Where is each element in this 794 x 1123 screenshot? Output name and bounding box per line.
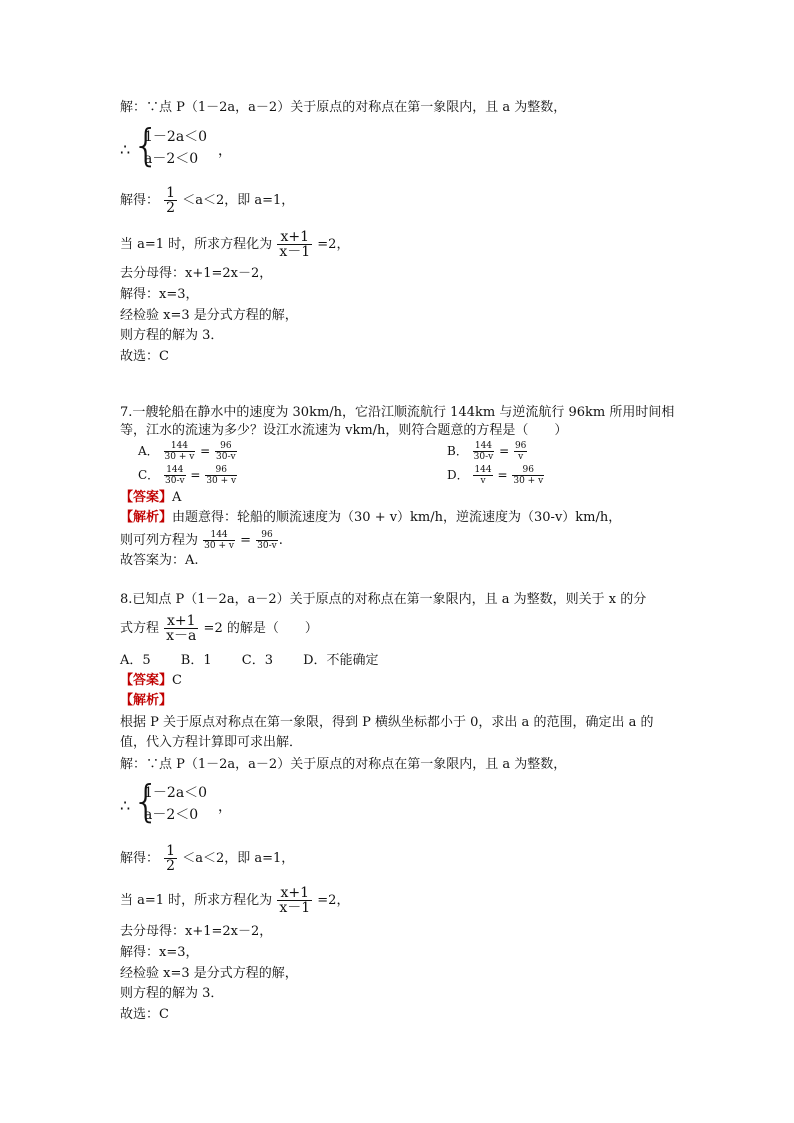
step-line: 则方程的解为 3． bbox=[120, 986, 224, 1001]
equation-line: 则可列方程为 $\frac{144}{30 + v}$ = $\frac{96}{30-v}$ . bbox=[120, 530, 283, 551]
comma: ， bbox=[218, 799, 232, 815]
analysis-tag: 【解析】 bbox=[120, 693, 173, 708]
analysis-tag: 【解析】 bbox=[120, 510, 173, 525]
solution-intro: 解：∵点 P（1－2a，a－2）关于原点的对称点在第一象限内，且 a 为整数， bbox=[120, 100, 567, 115]
answer-tag: 【答案】 bbox=[120, 673, 173, 688]
question-7-line-2: 等，江水的流速为多少？设江水流速为 vkm/h，则符合题意的方程是（ ） bbox=[120, 423, 568, 438]
inequality-1: 1－2a＜0 bbox=[144, 785, 208, 801]
answer-line bbox=[120, 673, 182, 689]
equation-fraction: $\frac{x+1}{x-1}$ bbox=[279, 885, 311, 916]
question-8-line-2: 式方程 $\frac{x+1}{x-a}$ =2 的解是（ ） bbox=[120, 613, 318, 644]
inequality-2: a－2＜0 bbox=[144, 807, 199, 823]
left-brace: { bbox=[132, 776, 160, 827]
option-c: C． $\frac{144}{30-v}$ = $\frac{96}{30 + v}$ bbox=[138, 465, 237, 486]
comma: ， bbox=[218, 143, 232, 159]
fraction-half: $\frac{1}{2}$ bbox=[166, 185, 176, 216]
answer-tag: 【答案】 bbox=[120, 490, 173, 505]
option-d: D． $\frac{144}{v}$ = $\frac{96}{30 + v}$ bbox=[447, 465, 544, 486]
therefore-symbol: ∴ bbox=[120, 796, 131, 815]
step-line: 去分母得：x+1=2x－2， bbox=[120, 266, 273, 281]
conclusion-line: 故答案为：A. bbox=[120, 553, 199, 568]
step-line: 故选：C bbox=[120, 349, 169, 364]
option-b: B． $\frac{144}{30-v}$ = $\frac{96}{v}$ bbox=[447, 441, 527, 462]
inequality-system bbox=[120, 776, 240, 828]
inequality-2: a－2＜0 bbox=[144, 151, 199, 167]
step-line: 解得：x=3， bbox=[120, 945, 199, 960]
step-line: 故选：C bbox=[120, 1007, 169, 1022]
answer-value: A bbox=[172, 490, 182, 505]
solve-range: 解得： $\frac{1}{2}$ ＜a＜2，即 a=1， bbox=[120, 843, 295, 874]
question-8-options: A．5 B．1 C．3 D．不能确定 bbox=[120, 653, 379, 668]
solve-range: 解得： $\frac{1}{2}$ ＜a＜2，即 a=1， bbox=[120, 185, 295, 216]
inequality-system bbox=[120, 120, 240, 172]
question-7-line-1: 7.一艘轮船在静水中的速度为 30km/h，它沿江顺流航行 144km 与逆流航行 96km 所用时间相 bbox=[120, 405, 675, 420]
analysis-text-2: 值，代入方程计算即可求出解． bbox=[120, 735, 303, 750]
solution-intro: 解：∵点 P（1－2a，a－2）关于原点的对称点在第一象限内，且 a 为整数， bbox=[120, 757, 567, 772]
inequality-1: 1－2a＜0 bbox=[144, 129, 208, 145]
fraction-half: $\frac{1}{2}$ bbox=[166, 843, 176, 874]
substitute-line: 当 a=1 时，所求方程化为 $\frac{x+1}{x-1}$ =2， bbox=[120, 229, 350, 260]
therefore-symbol: ∴ bbox=[120, 140, 131, 159]
substitute-line: 当 a=1 时，所求方程化为 $\frac{x+1}{x-1}$ =2， bbox=[120, 885, 350, 916]
step-line: 去分母得：x+1=2x－2， bbox=[120, 924, 273, 939]
step-line: 则方程的解为 3． bbox=[120, 328, 224, 343]
question-8-line-1: 8.已知点 P（1－2a，a－2）关于原点的对称点在第一象限内，且 a 为整数，则关于 x 的分 bbox=[120, 592, 647, 607]
step-line: 经检验 x=3 是分式方程的解， bbox=[120, 966, 298, 981]
analysis-text-1: 根据 P 关于原点对称点在第一象限，得到 P 横纵坐标都小于 0，求出 a 的范围，确定出 a 的 bbox=[120, 715, 654, 730]
step-line: 解得：x=3， bbox=[120, 287, 199, 302]
left-brace: { bbox=[132, 120, 160, 171]
equation-fraction: $\frac{x+1}{x-1}$ bbox=[279, 229, 311, 260]
answer-value: C bbox=[172, 673, 182, 688]
option-a: A． $\frac{144}{30 + v}$ = $\frac{96}{30-v}$ bbox=[138, 441, 236, 462]
equation-fraction: $\frac{x+1}{x-a}$ bbox=[166, 613, 197, 644]
step-line: 经检验 x=3 是分式方程的解， bbox=[120, 308, 298, 323]
analysis-line: 【解析】由题意得：轮船的顺流速度为（30 + v）km/h，逆流速度为（30-v）km/h， bbox=[120, 510, 622, 525]
answer-line bbox=[120, 490, 181, 506]
